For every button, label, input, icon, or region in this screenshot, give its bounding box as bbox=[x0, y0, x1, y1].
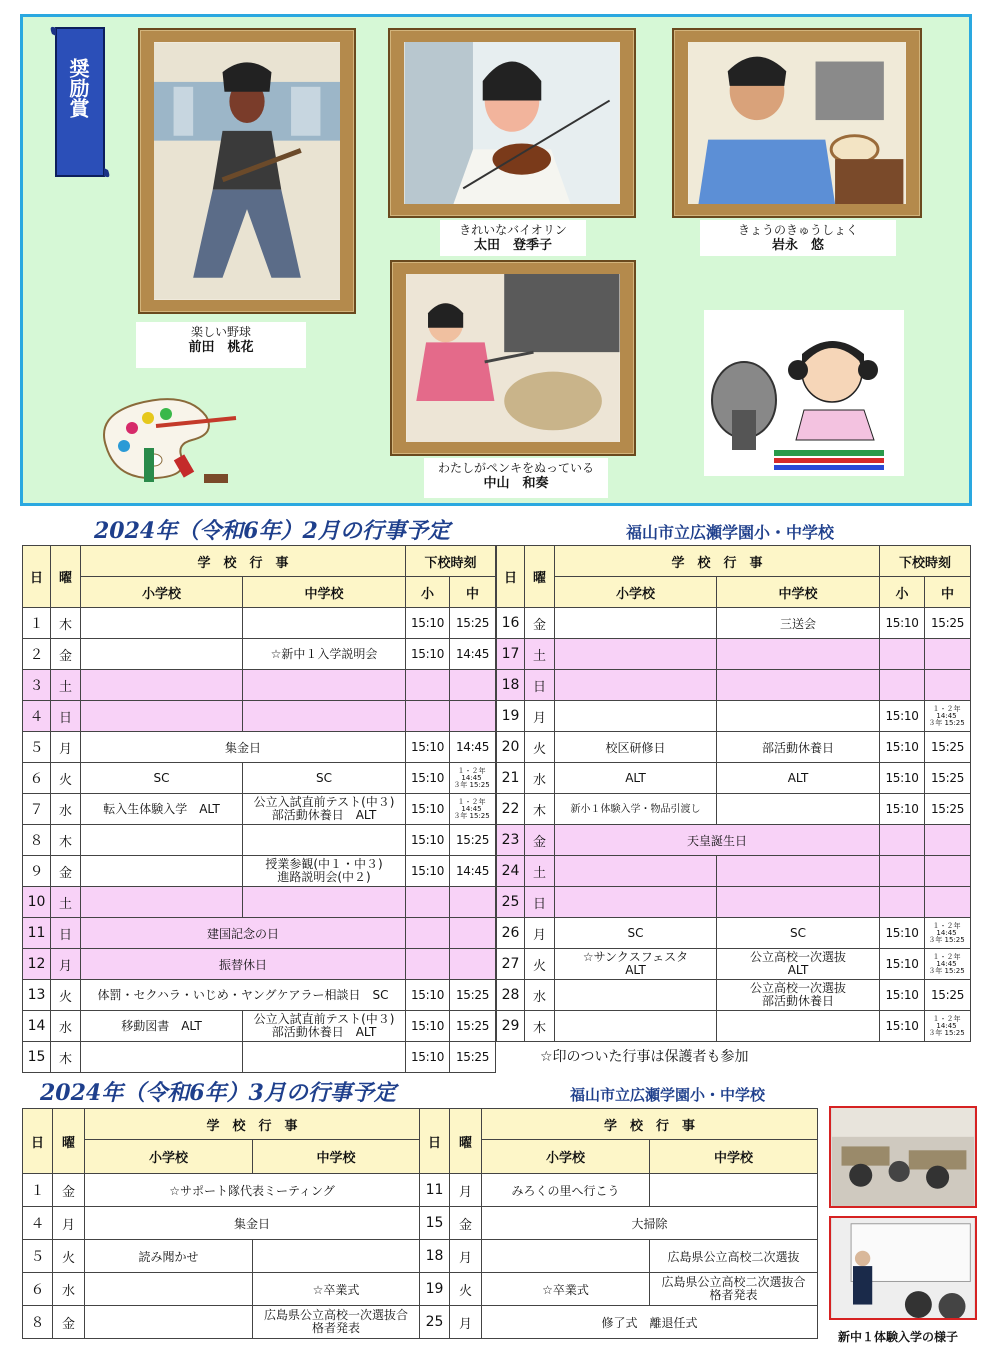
table-row: ８ 金 広島県公立高校一次選抜合 格者発表 bbox=[23, 1306, 420, 1339]
table-row: 19 火 ☆卒業式 広島県公立高校二次選抜合 格者発表 bbox=[420, 1273, 818, 1306]
artwork-frame-paint bbox=[390, 260, 636, 456]
table-row: 15 金 大掃除 bbox=[420, 1207, 818, 1240]
classroom-photo-2 bbox=[829, 1216, 977, 1320]
table-row: 22 木 新小１体験入学・物品引渡し 15:10 15:25 bbox=[497, 794, 971, 825]
table-row: 16 金 三送会 15:10 15:25 bbox=[497, 608, 971, 639]
artwork-frame-lunch bbox=[672, 28, 922, 218]
table-row: 19 月 15:10 １・２年 14:45 ３年 15:25 bbox=[497, 701, 971, 732]
table-row: 11 月 みろくの里へ行こう bbox=[420, 1174, 818, 1207]
table-row: 18 日 bbox=[497, 670, 971, 701]
feb-schedule-left: 日 曜 学 校 行 事 下校時刻 小学校 中学校 小 中 １ 木 15:10 15:25 ２ 金 ☆新中１入学説明会 15:10 14:45 ３ 土 ４ 日 ５ 月 集金日 15:10 14:45 ６ 火 SC SC 15:10 １・２年 14:45 ３年 15:25 ７ 水 転入生体験入学 ALT 公立入試直前テスト(中３) 部活動休養日 ALT 15:10 １・２年 14:45 ３年 15:25 ８ 木 15:10 15:25 ９ 金 授業参観(中１・中３) 進路説明会(中２) 15:10 14:45 10 土 11 日 建国記念の日 12 月 振替休日 13 火 体罰・セクハラ・いじめ・ヤングケアラー相談日 SC 15:10 15:25 14 水 移動図書 ALT 公立入試直前テスト(中３) 部活動休養日 ALT 15:10 15:25 15 木 15:10 15:25 bbox=[22, 545, 496, 1073]
award-label: 奨励賞 bbox=[66, 58, 90, 118]
baseball-painting bbox=[154, 42, 340, 300]
table-row: １ 木 15:10 15:25 bbox=[23, 608, 496, 639]
table-row: 25 月 修了式 離退任式 bbox=[420, 1306, 818, 1339]
violin-painting bbox=[404, 42, 620, 204]
table-row: 26 月 SC SC 15:10 １・２年 14:45 ３年 15:25 bbox=[497, 918, 971, 949]
table-row: 24 土 bbox=[497, 856, 971, 887]
caption-lunch: きょうのきゅうしょく 岩永 悠 bbox=[700, 220, 896, 256]
table-row: ７ 水 転入生体験入学 ALT 公立入試直前テスト(中３) 部活動休養日 ALT 15:10 １・２年 14:45 ３年 15:25 bbox=[23, 794, 496, 825]
parent-participation-note: ☆印のついた行事は保護者も参加 bbox=[540, 1049, 749, 1065]
lunch-painting bbox=[688, 42, 906, 204]
artwork-frame-violin bbox=[388, 28, 636, 218]
table-row: 15 木 15:10 15:25 bbox=[23, 1042, 496, 1073]
caption-baseball: 楽しい野球 前田 桃花 bbox=[136, 322, 306, 368]
table-row: ６ 火 SC SC 15:10 １・２年 14:45 ３年 15:25 bbox=[23, 763, 496, 794]
table-row: ４ 日 bbox=[23, 701, 496, 732]
table-row: 28 水 公立高校一次選抜 部活動休養日 15:10 15:25 bbox=[497, 980, 971, 1011]
table-row: 13 火 体罰・セクハラ・いじめ・ヤングケアラー相談日 SC 15:10 15:25 bbox=[23, 980, 496, 1011]
mar-schedule-left: 日 曜 学 校 行 事 小学校 中学校 １ 金 ☆サポート隊代表ミーティング ４ 月 集金日 ５ 火 読み聞かせ ６ 水 ☆卒業式 ８ 金 広島県公立高校一次選抜合 格者発表 bbox=[22, 1108, 420, 1339]
caption-paint: わたしがペンキをぬっている 中山 和奏 bbox=[424, 458, 608, 498]
table-row: 21 水 ALT ALT 15:10 15:25 bbox=[497, 763, 971, 794]
table-row: 17 土 bbox=[497, 639, 971, 670]
table-row: ６ 水 ☆卒業式 bbox=[23, 1273, 420, 1306]
table-row: 27 火 ☆サンクスフェスタ ALT 公立高校一次選抜 ALT 15:10 １・２年 14:45 ３年 15:25 bbox=[497, 949, 971, 980]
feb-schedule-right: 日 曜 学 校 行 事 下校時刻 小学校 中学校 小 中 16 金 三送会 15:10 15:25 17 土 18 日 19 月 15:10 １・２年 14:45 ３年 15:25 20 火 校区研修日 部活動休養日 15:10 15:25 21 水 ALT ALT 15:10 15:25 22 木 新小１体験入学・物品引渡し 15:10 15:25 23 金 天皇誕生日 24 土 25 日 26 月 SC SC 15:10 １・２年 14:45 ３年 15:25 27 火 ☆サンクスフェスタ ALT 公立高校一次選抜 ALT 15:10 １・２年 14:45 ３年 15:25 28 水 公立高校一次選抜 部活動休養日 15:10 15:25 29 木 15:10 １・２年 14:45 ３年 15:25 bbox=[496, 545, 971, 1042]
table-row: 25 日 bbox=[497, 887, 971, 918]
table-row: 10 土 bbox=[23, 887, 496, 918]
table-row: ２ 金 ☆新中１入学説明会 15:10 14:45 bbox=[23, 639, 496, 670]
palette-icon bbox=[96, 386, 246, 494]
classroom-photo-1 bbox=[829, 1106, 977, 1208]
caption-violin: きれいなバイオリン 太田 登季子 bbox=[440, 220, 586, 256]
table-row: 20 火 校区研修日 部活動休養日 15:10 15:25 bbox=[497, 732, 971, 763]
table-row: ４ 月 集金日 bbox=[23, 1207, 420, 1240]
mar-schedule-right: 日 曜 学 校 行 事 小学校 中学校 11 月 みろくの里へ行こう 15 金 大掃除 18 月 広島県公立高校二次選抜 19 火 ☆卒業式 広島県公立高校二次選抜合 格者発表 25 月 修了式 離退任式 bbox=[419, 1108, 818, 1339]
table-row: 12 月 振替休日 bbox=[23, 949, 496, 980]
table-row: ９ 金 授業参観(中１・中３) 進路説明会(中２) 15:10 14:45 bbox=[23, 856, 496, 887]
paint-painting bbox=[406, 274, 620, 442]
mar-title: 2024年（令和6年）3月の行事予定 bbox=[40, 1080, 396, 1106]
table-row: 23 金 天皇誕生日 bbox=[497, 825, 971, 856]
table-row: ５ 月 集金日 15:10 14:45 bbox=[23, 732, 496, 763]
table-row: ５ 火 読み聞かせ bbox=[23, 1240, 420, 1273]
photo-caption: 新中１体験入学の様子 bbox=[838, 1330, 959, 1344]
table-row: 11 日 建国記念の日 bbox=[23, 918, 496, 949]
feb-school-name: 福山市立広瀬学園小・中学校 bbox=[626, 523, 835, 542]
table-row: 18 月 広島県公立高校二次選抜 bbox=[420, 1240, 818, 1273]
feb-title: 2024年（令和6年）2月の行事予定 bbox=[94, 518, 450, 544]
table-row: ３ 土 bbox=[23, 670, 496, 701]
table-row: １ 金 ☆サポート隊代表ミーティング bbox=[23, 1174, 420, 1207]
girl-pottery-illustration bbox=[704, 310, 904, 476]
table-row: 29 木 15:10 １・２年 14:45 ３年 15:25 bbox=[497, 1011, 971, 1042]
mar-school-name: 福山市立広瀬学園小・中学校 bbox=[570, 1086, 766, 1104]
table-row: 14 水 移動図書 ALT 公立入試直前テスト(中３) 部活動休養日 ALT 15:10 15:25 bbox=[23, 1011, 496, 1042]
table-row: ８ 木 15:10 15:25 bbox=[23, 825, 496, 856]
artwork-frame-baseball bbox=[138, 28, 356, 314]
